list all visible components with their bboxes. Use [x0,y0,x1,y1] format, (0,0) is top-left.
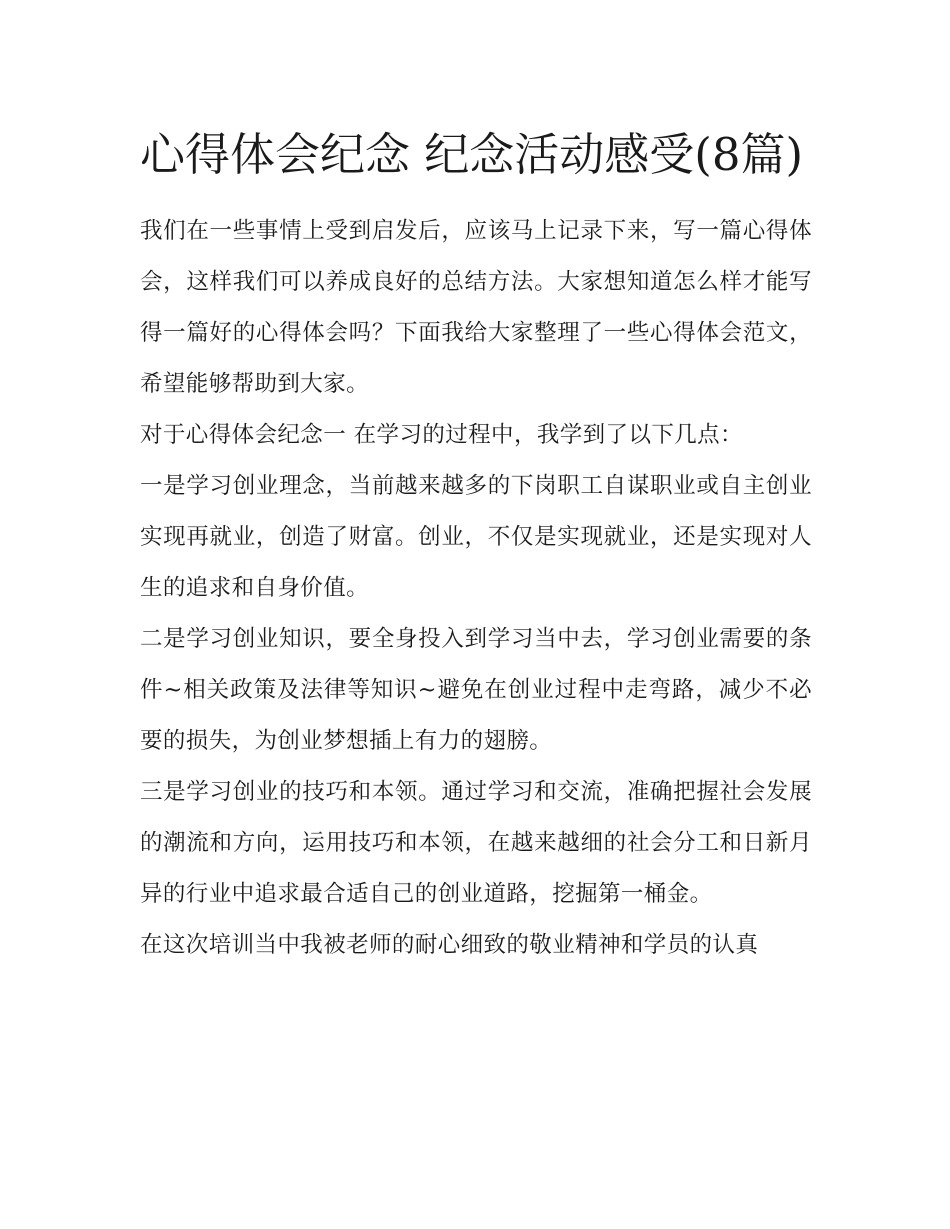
paragraph-section-one: 对于心得体会纪念一 在学习的过程中，我学到了以下几点： [140,422,743,448]
document-title: 心得体会纪念 纪念活动感受(8篇) [140,128,804,181]
paragraph-point-three: 三是学习创业的技巧和本领。通过学习和交流，准确把握社会发展的潮流和方向，运用技巧和本领，在越来越细的社会分工和日新月异的行业中追求最合适自己的创业道路，挖掘第一桶金。 [140,779,812,907]
paragraph-intro: 我们在一些事情上受到启发后，应该马上记录下来，写一篇心得体会，这样我们可以养成良好的总结方法。大家想知道怎么样才能写得一篇好的心得体会吗？下面我给大家整理了一些心得体会范文，希望能够帮助到大家。 [140,218,812,397]
document-page [140,118,812,971]
paragraph-point-one: 一是学习创业理念，当前越来越多的下岗职工自谋职业或自主创业实现再就业，创造了财富。创业，不仅是实现就业，还是实现对人生的追求和自身价值。 [140,473,812,601]
paragraph-point-two: 二是学习创业知识，要全身投入到学习当中去，学习创业需要的条件~相关政策及法律等知识~避免在创业过程中走弯路，减少不必要的损失，为创业梦想插上有力的翅膀。 [140,626,812,754]
paragraph-training: 在这次培训当中我被老师的耐心细致的敬业精神和学员的认真 [140,932,759,958]
